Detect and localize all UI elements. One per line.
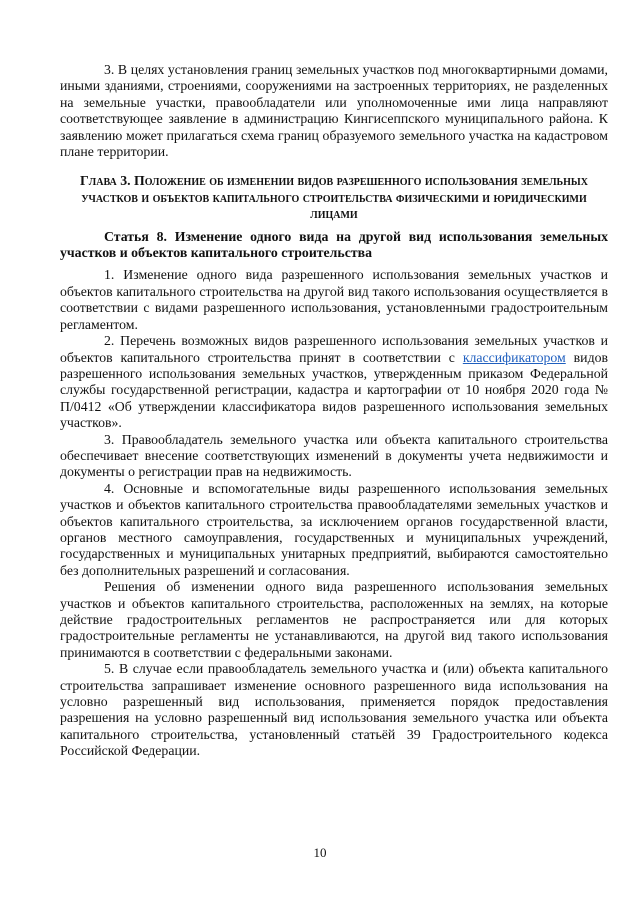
paragraph-2-text-before: 2. Перечень возможных видов разрешенного использования земельных участков и объектов капитального строительства принят в соответствии с: [60, 333, 608, 365]
paragraph-3-boundaries: 3. В целях установления границ земельных участков под многоквартирными домами, иными зданиями, строениями, сооружениями на застроенных территориях, не разделенных на земельные участки, правообладатели или уполномоченные ими лица направляют соответствующее заявление в администрацию Кингисеппского муниципального района. К заявлению может прилагаться схема границ образуемого земельного участка на кадастровом плане территории.: [60, 62, 608, 160]
classifier-link[interactable]: классификатором: [462, 349, 566, 365]
paragraph-3: 3. Правообладатель земельного участка или объекта капитального строительства обеспечивает внесение соответствующих изменений в документы учета недвижимости и документы о регистрации прав на недвижимость.: [60, 431, 608, 480]
chapter-heading: Глава 3. Положение об изменении видов разрешенного использования земельных участков и объектов капитального строительства физическими и юридическими лицами: [80, 173, 588, 222]
paragraph-2-text-after: видов разрешенного использования земельных участков, утвержденным приказом Федеральной службы государственной регистрации, кадастра и картографии от 10 ноября 2020 года № П/0412 «Об утверждении классификатора видов разрешенного использования земельных участков».: [60, 349, 608, 431]
paragraph-4: 4. Основные и вспомогательные виды разрешенного использования земельных участков и объектов капитального строительства правообладателями земельных участков и объектов капитального строительства, за исключением органов государственной власти, органов местного самоуправления, государственных и муниципальных учреждений, государственных и муниципальных унитарных предприятий, выбираются самостоятельно без дополнительных разрешений и согласования.: [60, 480, 608, 578]
article-heading: Статья 8. Изменение одного вида на другой вид использования земельных участков и объектов капитального строительства: [60, 228, 608, 261]
page-number: 10: [313, 845, 327, 860]
paragraph-5: 5. В случае если правообладатель земельного участка и (или) объекта капитального строительства запрашивает изменение основного разрешенного вида использования на условно разрешенный вид использования, применяется порядок предоставления разрешения на условно разрешенный вид использования земельного участка или объекта капитального строительства, установленный статьёй 39 Градостроительного кодекса Российской Федерации.: [60, 661, 608, 759]
paragraph-decisions: Решения об изменении одного вида разрешенного использования земельных участков и объектов капитального строительства, расположенных на землях, на которые действие градостроительных регламентов не распространяется или для которых градостроительные регламенты не устанавливаются, на другой вид такого использования принимаются в соответствии с федеральными законами.: [60, 579, 608, 660]
paragraph-1: 1. Изменение одного вида разрешенного использования земельных участков и объектов капитального строительства на другой вид такого использования осуществляется в соответствии с видами разрешенного использования, установленными градостроительным регламентом.: [60, 267, 608, 332]
paragraph-2: [60, 333, 608, 431]
